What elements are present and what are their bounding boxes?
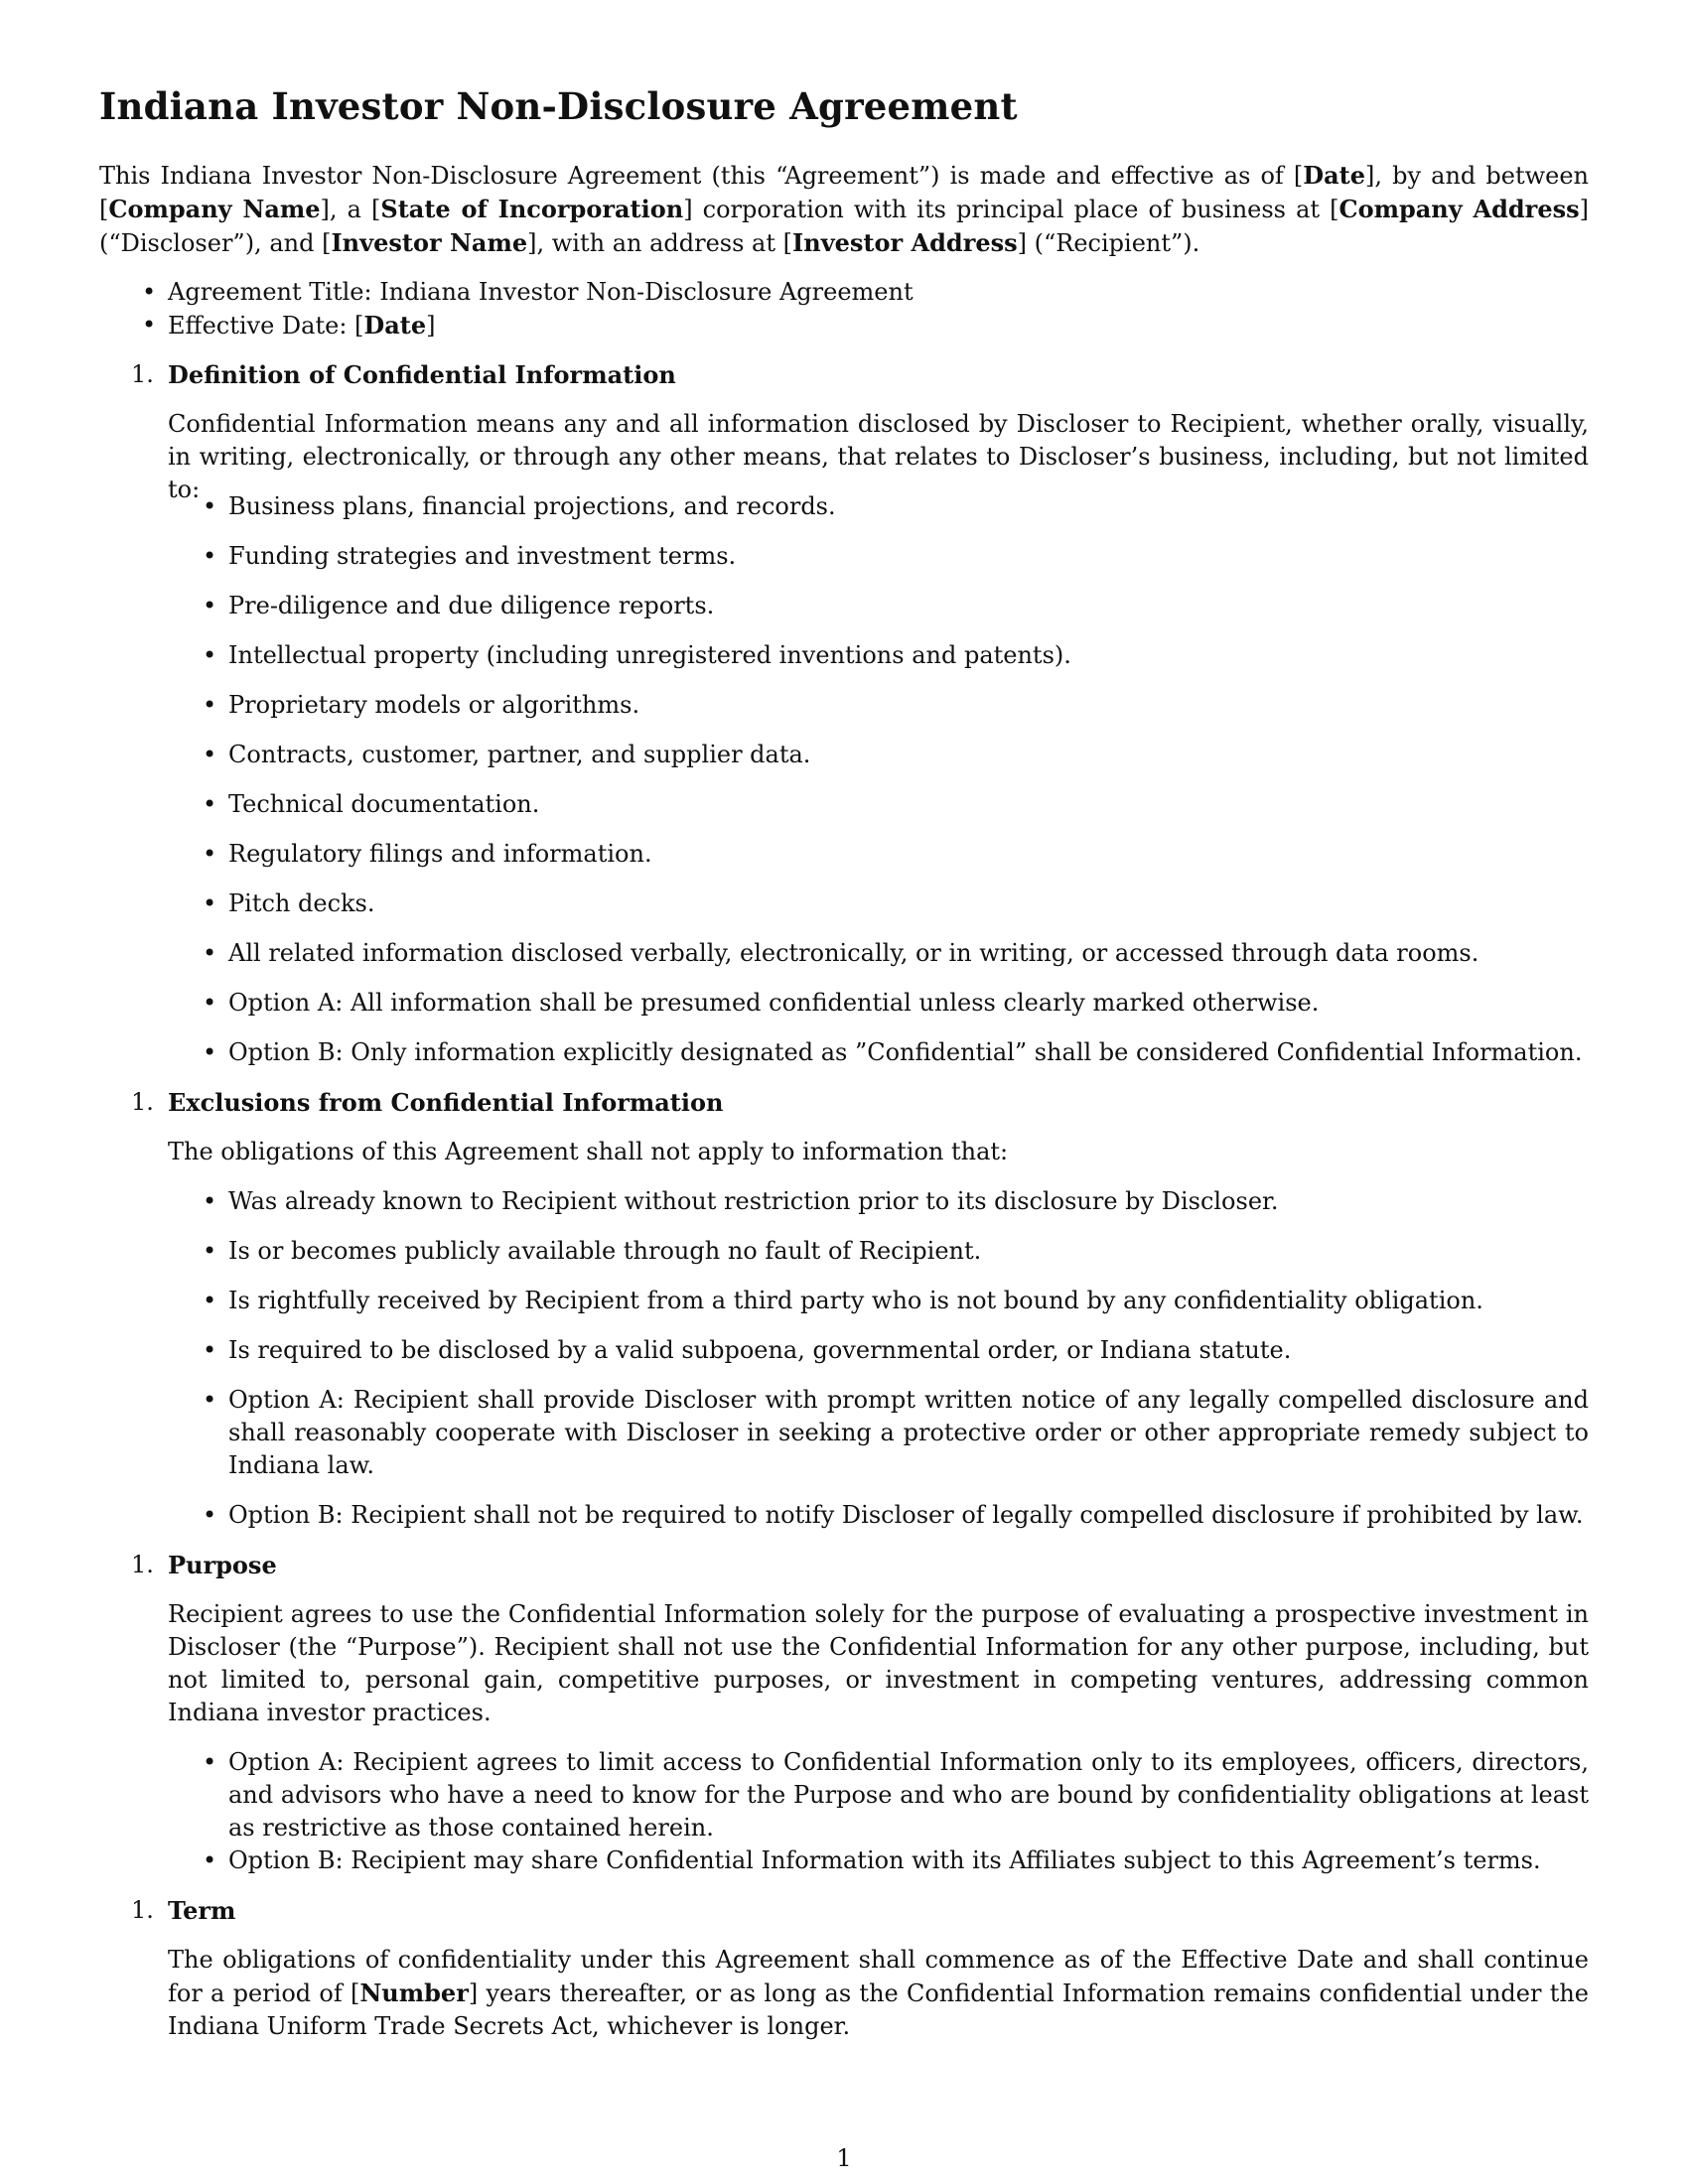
list-item: • Option B: Recipient shall not be required to notify Discloser of legally compelled disclosure if prohibited by law. xyxy=(228,1499,1589,1532)
list-item: • Option B: Recipient may share Confidential Information with its Affiliates subject to this Agreement’s terms. xyxy=(228,1844,1589,1877)
list-item: • Is rightfully received by Recipient from a third party who is not bound by any confidentiality obligation. xyxy=(228,1285,1589,1317)
company-address-placeholder: Company Address xyxy=(1338,195,1580,223)
number-placeholder: Number xyxy=(359,1979,469,2007)
list-item: • Pre-diligence and due diligence reports. xyxy=(228,590,1589,622)
summary-title-item: • Agreement Title: Indiana Investor Non-Disclosure Agreement xyxy=(168,276,1589,309)
list-item: • Option B: Only information explicitly designated as ”Confidential” shall be considered Confidential Information. xyxy=(228,1036,1589,1069)
intro-text: (“Discloser”), and xyxy=(99,229,323,257)
summary-date-label: Effective Date: xyxy=(168,312,355,340)
investor-address-placeholder: Investor Address xyxy=(792,228,1018,257)
term-text: years thereafter, or as long as the Confidential Information remains confidential under the Indiana Uniform Trade Secrets Act, whichever is longer. xyxy=(168,1979,1589,2040)
section-body: The obligations of confidentiality under this Agreement shall commence as of the Effective Date and shall continue for a period of [Number] years thereafter, or as long as the Confidential Information remains confidential under the Indiana Uniform Trade Secrets Act, whichever is longer. xyxy=(168,1946,1589,2040)
section-number: 1. xyxy=(131,1896,154,1924)
company-name-placeholder: Company Name xyxy=(108,195,321,223)
list-item: • Proprietary models or algorithms. xyxy=(228,689,1589,722)
section-heading-term: Term xyxy=(168,1896,236,1925)
intro-text: (“Recipient”). xyxy=(1027,229,1200,257)
list-item: • Funding strategies and investment terms. xyxy=(228,540,1589,573)
intro-text: , a xyxy=(329,196,371,223)
intro-text: corporation with its principal place of business at xyxy=(692,196,1331,223)
list-item: • Option A: Recipient agrees to limit access to Confidential Information only to its employees, officers, directors, and advisors who have a need to know for the Purpose and who are bound by confidentiality obligations at least as restrictive as those contained herein. xyxy=(228,1746,1589,1844)
intro-paragraph: This Indiana Investor Non-Disclosure Agreement (this “Agreement”) is made and effective as of [Date], by and between [Company Name], a [State of Incorporation] corporation with its principal place of business at [Company Address] (“Discloser”), and [Investor Name], with an address at [Investor Address] (“Recipient”). xyxy=(99,161,1589,257)
list-item: • Technical documentation. xyxy=(228,788,1589,821)
list-item: • Is or becomes publicly available through no fault of Recipient. xyxy=(228,1235,1589,1268)
section-heading-definition: Definition of Confidential Information xyxy=(168,360,676,389)
intro-text: , by and between xyxy=(1374,162,1589,190)
summary-date-item: • Effective Date: [Date] xyxy=(168,309,1589,342)
list-item: • Option A: All information shall be presumed confidential unless clearly marked otherwise. xyxy=(228,987,1589,1020)
list-item: • Option A: Recipient shall provide Discloser with prompt written notice of any legally compelled disclosure and shall reasonably cooperate with Discloser in seeking a protective order or other appropriate remedy subject to Indiana law. xyxy=(228,1384,1589,1482)
intro-text: This Indiana Investor Non-Disclosure Agreement (this “Agreement”) is made and effective as of xyxy=(99,162,1294,190)
section-number: 1. xyxy=(131,1551,154,1578)
state-placeholder: State of Incorporation xyxy=(380,195,684,223)
list-item: • All related information disclosed verbally, electronically, or in writing, or accessed through data rooms. xyxy=(228,937,1589,970)
section-heading-exclusions: Exclusions from Confidential Information xyxy=(168,1088,724,1117)
date-placeholder: Date xyxy=(363,311,427,340)
date-placeholder: Date xyxy=(1303,161,1366,190)
investor-name-placeholder: Investor Name xyxy=(331,228,528,257)
list-item: • Is required to be disclosed by a valid subpoena, governmental order, or Indiana statute. xyxy=(228,1334,1589,1367)
section-number: 1. xyxy=(131,1088,154,1116)
list-item: • Contracts, customer, partner, and supplier data. xyxy=(228,739,1589,771)
list-item: • Business plans, financial projections, and records. xyxy=(228,490,1589,523)
document-title: Indiana Investor Non-Disclosure Agreement xyxy=(99,84,1018,128)
section-body: The obligations of this Agreement shall not apply to information that: xyxy=(168,1138,1009,1165)
intro-text: , with an address at xyxy=(536,229,783,257)
page-number: 1 xyxy=(836,2144,852,2172)
section-body: Confidential Information means any and all information disclosed by Discloser to Recipient, whether orally, visually, in writing, electronically, or through any other means, that relates to Discloser’s business, including, but not limited to: xyxy=(168,410,1589,503)
list-item: • Regulatory filings and information. xyxy=(228,838,1589,871)
list-item: • Pitch decks. xyxy=(228,887,1589,920)
section-number: 1. xyxy=(131,360,154,388)
term-text: The obligations of confidentiality under this Agreement shall commence as of the Effective Date and shall continue for a period of xyxy=(168,1946,1589,2007)
list-item: • Intellectual property (including unregistered inventions and patents). xyxy=(228,639,1589,672)
section-heading-purpose: Purpose xyxy=(168,1551,277,1579)
section-body: Recipient agrees to use the Confidential Information solely for the purpose of evaluating a prospective investment in Discloser (the “Purpose”). Recipient shall not use the Confidential Information for any other purpose, including, but not limited to, personal gain, competitive purposes, or investment in competing ventures, addressing common Indiana investor practices. xyxy=(168,1600,1589,1726)
list-item: • Was already known to Recipient without restriction prior to its disclosure by Discloser. xyxy=(228,1185,1589,1218)
